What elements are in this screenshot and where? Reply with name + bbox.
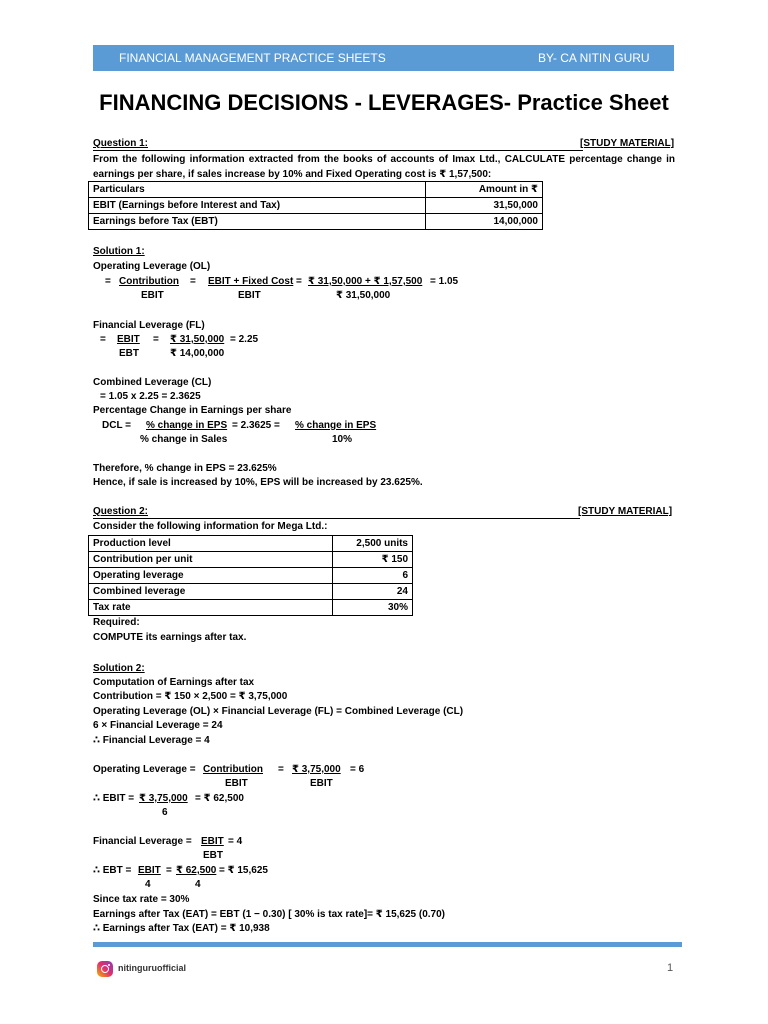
ebt-label: ∴ EBT =: [93, 865, 132, 876]
table-header-row: [89, 182, 543, 198]
table-cell: EBIT (Earnings before Interest and Tax): [89, 198, 426, 214]
ol-numerator: Contribution: [119, 276, 179, 287]
question-2-text: Consider the following information for Mega Ltd.:: [93, 521, 328, 532]
ebit-numerator: ₹ 3,75,000: [139, 793, 188, 804]
fl-numerator: ₹ 31,50,000: [170, 334, 225, 345]
table-row: [89, 536, 413, 552]
ol-numerator: ₹ 31,50,000 + ₹ 1,57,500: [308, 276, 423, 287]
table-cell: Production level: [89, 536, 333, 552]
ebt-denominator: 4: [195, 879, 201, 890]
dcl-denominator: 10%: [332, 434, 353, 445]
ol-denominator: EBIT: [141, 290, 164, 301]
table-cell: 2,500 units: [333, 536, 413, 552]
table-header-cell: Particulars: [89, 182, 426, 198]
fl-denominator: ₹ 14,00,000: [170, 348, 225, 359]
equals-sign: =: [278, 764, 284, 775]
fl-denominator: EBT: [119, 348, 139, 359]
table-cell: ₹ 150: [333, 552, 413, 568]
table-cell: 14,00,000: [425, 214, 542, 230]
ol-denominator: ₹ 31,50,000: [336, 290, 391, 301]
ol-denominator: EBIT: [225, 778, 248, 789]
table-cell: 6: [333, 568, 413, 584]
solution-2-line: 6 × Financial Leverage = 24: [93, 720, 223, 731]
fl-title: Financial Leverage (FL): [93, 320, 205, 331]
solution-1-label: Solution 1:: [93, 246, 145, 257]
ol-numerator: ₹ 3,75,000: [292, 764, 341, 775]
ebit-label: ∴ EBIT =: [93, 793, 135, 804]
required-label: Required:: [93, 617, 140, 628]
fl-numerator: EBIT: [201, 836, 224, 847]
ol-numerator: EBIT + Fixed Cost: [208, 276, 294, 287]
ol-denominator: EBIT: [310, 778, 333, 789]
fl-numerator: EBIT: [117, 334, 140, 345]
solution-2-line: ∴ Financial Leverage = 4: [93, 735, 210, 746]
dcl-numerator: % change in EPS: [146, 420, 228, 431]
table-header-cell: Amount in ₹: [425, 182, 542, 198]
question-1-label: Question 1:: [93, 138, 149, 149]
compute-text: COMPUTE its earnings after tax.: [93, 632, 247, 643]
question-1-underline: [93, 150, 583, 151]
page-number: 1: [667, 962, 674, 974]
header-bar: [93, 45, 674, 71]
eat-result-line: ∴ Earnings after Tax (EAT) = ₹ 10,938: [93, 923, 270, 934]
question-2-underline: [93, 518, 580, 519]
fl-result: = 4: [228, 836, 243, 847]
question-2-label: Question 2:: [93, 506, 149, 517]
eps-title: Percentage Change in Earnings per share: [93, 405, 292, 416]
equals-sign: =: [190, 276, 196, 287]
table-row: [89, 584, 413, 600]
solution-2-line: Computation of Earnings after tax: [93, 677, 255, 688]
ebt-denominator: 4: [145, 879, 151, 890]
table-cell: Combined leverage: [89, 584, 333, 600]
ebt-numerator: EBIT: [138, 865, 161, 876]
dcl-denominator: % change in Sales: [140, 434, 228, 445]
tax-line: Since tax rate = 30%: [93, 894, 190, 905]
question-1-tag: [STUDY MATERIAL]: [580, 138, 675, 149]
table-row: [89, 552, 413, 568]
therefore-text: Therefore, % change in EPS = 23.625%: [93, 463, 277, 474]
table-row: [89, 568, 413, 584]
hence-text: Hence, if sale is increased by 10%, EPS will be increased by 23.625%.: [93, 477, 423, 488]
cl-calc: = 1.05 x 2.25 = 2.3625: [100, 391, 201, 402]
dcl-numerator: % change in EPS: [295, 420, 377, 431]
ol-label: Operating Leverage =: [93, 764, 196, 775]
question-1-text: From the following information extracted from the books of accounts of Imax Ltd., CALCULATE percentage change in earnings per share, if sales increase by 10% and Fixed Operating cost is ₹ 1,57,500:: [93, 154, 675, 180]
ebt-numerator: ₹ 62,500: [176, 865, 217, 876]
ol-numerator: Contribution: [203, 764, 263, 775]
ebt-result: = ₹ 15,625: [219, 865, 268, 876]
instagram-icon: [97, 961, 113, 977]
solution-2-line: Operating Leverage (OL) × Financial Leverage (FL) = Combined Leverage (CL): [93, 706, 464, 717]
ol-result: = 6: [350, 764, 365, 775]
dcl-label: DCL =: [102, 420, 131, 431]
equals-sign: =: [296, 276, 302, 287]
ol-denominator: EBIT: [238, 290, 261, 301]
equals-sign: =: [166, 865, 172, 876]
equals-sign: =: [105, 276, 111, 287]
social-handle: nitinguruofficial: [118, 963, 186, 973]
ebit-result: = ₹ 62,500: [195, 793, 244, 804]
eat-line: Earnings after Tax (EAT) = EBT (1 − 0.30) [ 30% is tax rate]= ₹ 15,625 (0.70): [93, 909, 446, 920]
table-cell: 24: [333, 584, 413, 600]
fl-label: Financial Leverage =: [93, 836, 192, 847]
header-right-text: BY- CA NITIN GURU: [538, 51, 650, 65]
ol-result: = 1.05: [430, 276, 459, 287]
table-cell: Tax rate: [89, 600, 333, 616]
cl-title: Combined Leverage (CL): [93, 377, 212, 388]
ebit-denominator: 6: [162, 807, 168, 818]
footer-bar: [93, 942, 682, 947]
table-row: [89, 214, 543, 230]
dcl-value: = 2.3625 =: [232, 420, 280, 431]
solution-2-label: Solution 2:: [93, 663, 145, 674]
question-2-table: [88, 535, 413, 616]
table-cell: Earnings before Tax (EBT): [89, 214, 426, 230]
table-row: [89, 198, 543, 214]
fl-result: = 2.25: [230, 334, 259, 345]
table-cell: Contribution per unit: [89, 552, 333, 568]
table-cell: 31,50,000: [425, 198, 542, 214]
question-2-tag: [STUDY MATERIAL]: [578, 506, 673, 517]
page-title: FINANCING DECISIONS - LEVERAGES- Practice Sheet: [99, 90, 669, 115]
question-1-table: [88, 181, 543, 230]
table-cell: 30%: [333, 600, 413, 616]
solution-2-line: Contribution = ₹ 150 × 2,500 = ₹ 3,75,000: [93, 691, 288, 702]
table-row: [89, 600, 413, 616]
header-left-text: FINANCIAL MANAGEMENT PRACTICE SHEETS: [119, 51, 386, 65]
equals-sign: =: [100, 334, 106, 345]
fl-denominator: EBT: [203, 850, 223, 861]
ol-title: Operating Leverage (OL): [93, 261, 211, 272]
equals-sign: =: [153, 334, 159, 345]
table-cell: Operating leverage: [89, 568, 333, 584]
